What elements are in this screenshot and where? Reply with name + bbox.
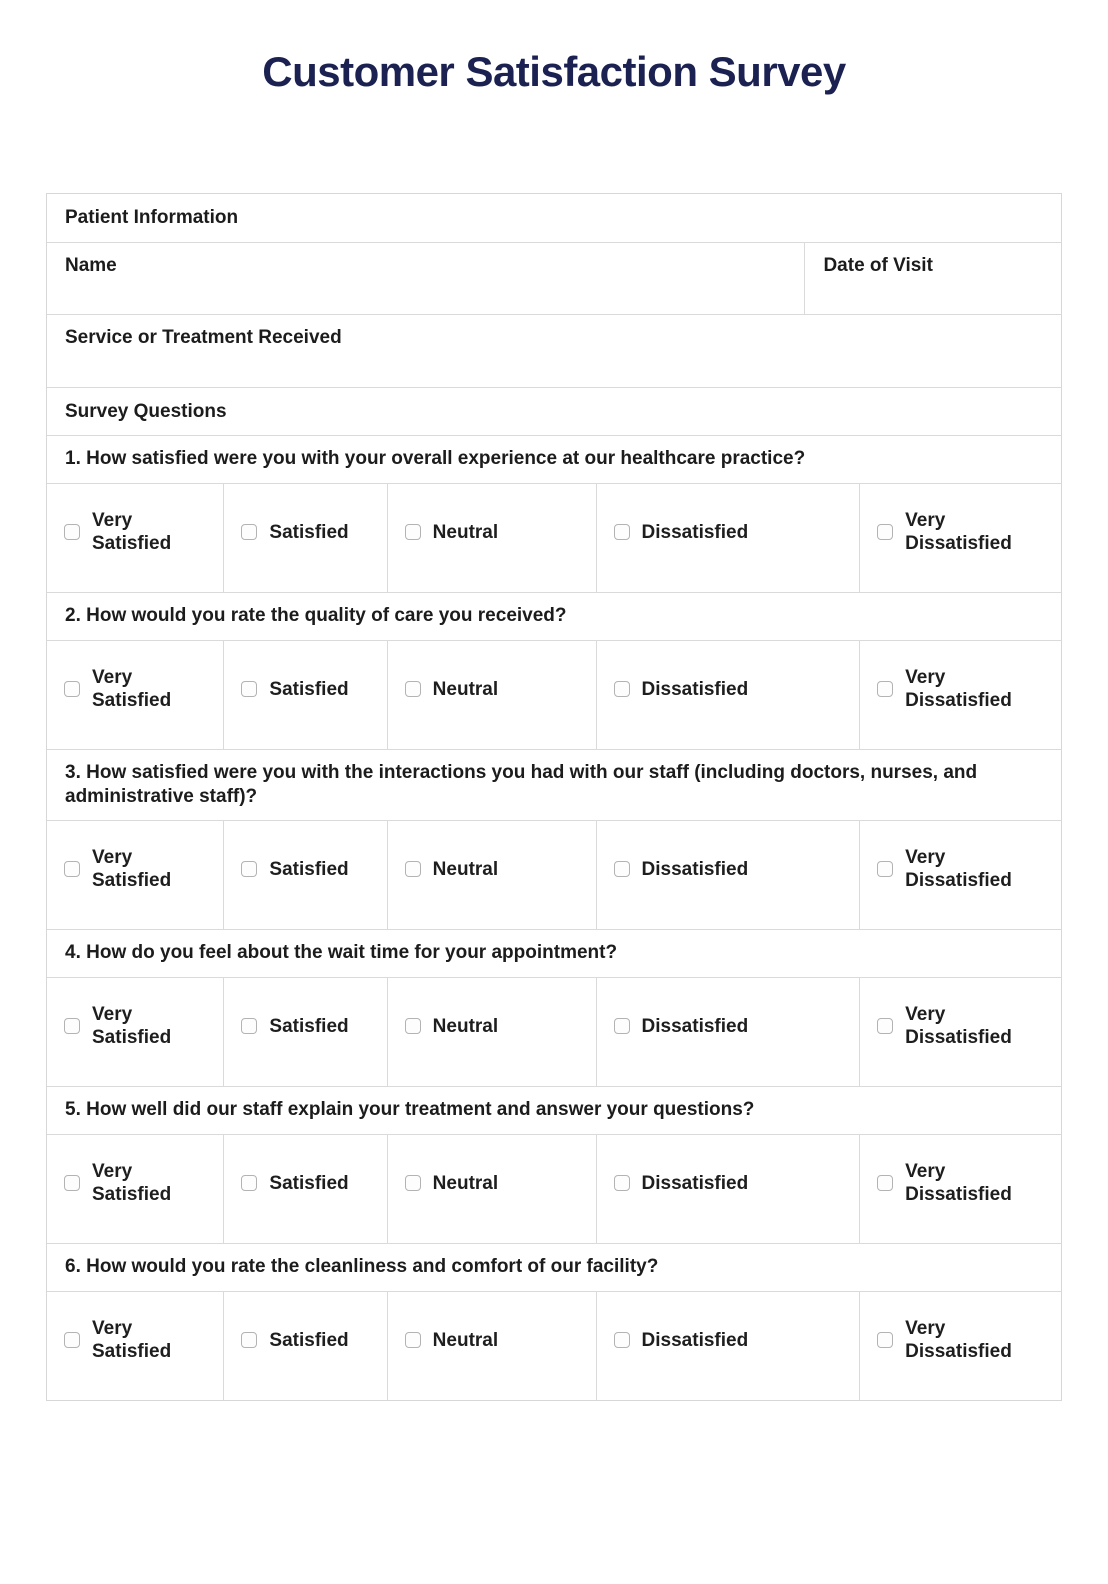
option-cell-satisfied (223, 484, 386, 592)
option-checkbox[interactable] (877, 861, 893, 877)
option-cell-neutral (387, 641, 596, 749)
option-checkbox[interactable] (877, 681, 893, 697)
option-label: Neutral (432, 1172, 499, 1194)
option-label: Dissatisfied (641, 678, 749, 700)
option-label: Dissatisfied (641, 1172, 749, 1194)
option-cell-dissatisfied (596, 1292, 860, 1400)
page-title: Customer Satisfaction Survey (262, 48, 846, 95)
option-label: Very Satisfied (92, 510, 172, 554)
option-checkbox[interactable] (614, 524, 630, 540)
option-checkbox[interactable] (241, 861, 257, 877)
survey-questions-heading: Survey Questions (47, 387, 1061, 435)
option-label: Satisfied (269, 678, 349, 700)
option-label: Very Dissatisfied (905, 510, 1012, 554)
option-checkbox[interactable] (614, 861, 630, 877)
option-cell-satisfied (223, 821, 386, 929)
option-label: Very Satisfied (92, 667, 172, 711)
option-cell-neutral (387, 821, 596, 929)
option-cell-dissatisfied (596, 821, 860, 929)
option-label: Neutral (432, 678, 499, 700)
option-label: Neutral (432, 1015, 499, 1037)
question-4-options (47, 977, 1061, 1086)
option-checkbox[interactable] (241, 681, 257, 697)
option-checkbox[interactable] (64, 1332, 80, 1348)
option-cell-dissatisfied (596, 641, 860, 749)
date-of-visit-label: Date of Visit (823, 255, 933, 276)
patient-information-heading: Patient Information (65, 207, 239, 228)
option-label: Neutral (432, 521, 499, 543)
question-1-text: 1. How satisfied were you with your overall experience at our healthcare practice? (47, 435, 1061, 483)
option-label: Dissatisfied (641, 521, 749, 543)
option-checkbox[interactable] (405, 1175, 421, 1191)
option-checkbox[interactable] (405, 681, 421, 697)
name-label: Name (65, 255, 117, 276)
question-2-options (47, 640, 1061, 749)
option-label: Very Dissatisfied (905, 847, 1012, 891)
option-label: Very Dissatisfied (905, 1318, 1012, 1362)
option-label: Very Satisfied (92, 1161, 172, 1205)
option-checkbox[interactable] (877, 1332, 893, 1348)
option-cell-neutral (387, 1135, 596, 1243)
option-cell-satisfied (223, 978, 386, 1086)
option-cell-dissatisfied (596, 978, 860, 1086)
option-checkbox[interactable] (64, 1175, 80, 1191)
option-label: Very Satisfied (92, 1004, 172, 1048)
question-5-options (47, 1134, 1061, 1243)
option-label: Very Satisfied (92, 847, 172, 891)
date-of-visit-field[interactable] (804, 243, 1061, 314)
option-cell-neutral (387, 484, 596, 592)
option-checkbox[interactable] (64, 681, 80, 697)
question-6-options (47, 1291, 1061, 1400)
option-label: Neutral (432, 1329, 499, 1351)
option-label: Neutral (432, 858, 499, 880)
option-checkbox[interactable] (241, 1018, 257, 1034)
option-cell-very-satisfied (47, 641, 223, 749)
option-checkbox[interactable] (614, 1332, 630, 1348)
option-cell-satisfied (223, 641, 386, 749)
option-cell-dissatisfied (596, 1135, 860, 1243)
option-checkbox[interactable] (405, 861, 421, 877)
option-cell-very-satisfied (47, 1135, 223, 1243)
option-checkbox[interactable] (64, 861, 80, 877)
service-received-field[interactable] (47, 314, 1061, 387)
option-checkbox[interactable] (877, 524, 893, 540)
option-checkbox[interactable] (405, 1018, 421, 1034)
option-label: Dissatisfied (641, 858, 749, 880)
option-checkbox[interactable] (405, 1332, 421, 1348)
option-cell-very-dissatisfied (859, 641, 1061, 749)
option-cell-very-dissatisfied (859, 821, 1061, 929)
option-cell-very-satisfied (47, 821, 223, 929)
question-4-text: 4. How do you feel about the wait time for your appointment? (47, 929, 1061, 977)
option-cell-satisfied (223, 1292, 386, 1400)
question-5-text: 5. How well did our staff explain your treatment and answer your questions? (47, 1086, 1061, 1134)
question-2-text: 2. How would you rate the quality of care you received? (47, 592, 1061, 640)
option-cell-satisfied (223, 1135, 386, 1243)
option-label: Very Satisfied (92, 1318, 172, 1362)
option-checkbox[interactable] (877, 1018, 893, 1034)
option-checkbox[interactable] (405, 524, 421, 540)
option-checkbox[interactable] (614, 681, 630, 697)
option-cell-dissatisfied (596, 484, 860, 592)
question-6-text: 6. How would you rate the cleanliness and comfort of our facility? (47, 1243, 1061, 1291)
option-cell-very-dissatisfied (859, 978, 1061, 1086)
option-label: Satisfied (269, 521, 349, 543)
option-checkbox[interactable] (64, 1018, 80, 1034)
option-label: Satisfied (269, 1015, 349, 1037)
option-cell-very-satisfied (47, 1292, 223, 1400)
option-label: Satisfied (269, 1329, 349, 1351)
option-cell-very-dissatisfied (859, 484, 1061, 592)
option-label: Dissatisfied (641, 1329, 749, 1351)
name-date-row (47, 242, 1061, 314)
option-checkbox[interactable] (64, 524, 80, 540)
option-cell-very-satisfied (47, 978, 223, 1086)
survey-form-table (46, 193, 1062, 1401)
name-field[interactable] (47, 243, 804, 314)
option-label: Very Dissatisfied (905, 1161, 1012, 1205)
option-checkbox[interactable] (241, 524, 257, 540)
option-label: Very Dissatisfied (905, 1004, 1012, 1048)
question-1-options (47, 483, 1061, 592)
option-cell-very-dissatisfied (859, 1292, 1061, 1400)
option-checkbox[interactable] (241, 1332, 257, 1348)
option-label: Very Dissatisfied (905, 667, 1012, 711)
question-3-options (47, 820, 1061, 929)
option-label: Satisfied (269, 858, 349, 880)
option-label: Dissatisfied (641, 1015, 749, 1037)
option-cell-neutral (387, 1292, 596, 1400)
option-cell-very-dissatisfied (859, 1135, 1061, 1243)
question-3-text: 3. How satisfied were you with the interactions you had with our staff (including doctors, nurses, and administrative staff)? (47, 749, 1061, 820)
service-received-label: Service or Treatment Received (65, 327, 342, 348)
option-label: Satisfied (269, 1172, 349, 1194)
option-checkbox[interactable] (614, 1175, 630, 1191)
option-checkbox[interactable] (614, 1018, 630, 1034)
option-cell-very-satisfied (47, 484, 223, 592)
option-checkbox[interactable] (877, 1175, 893, 1191)
option-checkbox[interactable] (241, 1175, 257, 1191)
option-cell-neutral (387, 978, 596, 1086)
